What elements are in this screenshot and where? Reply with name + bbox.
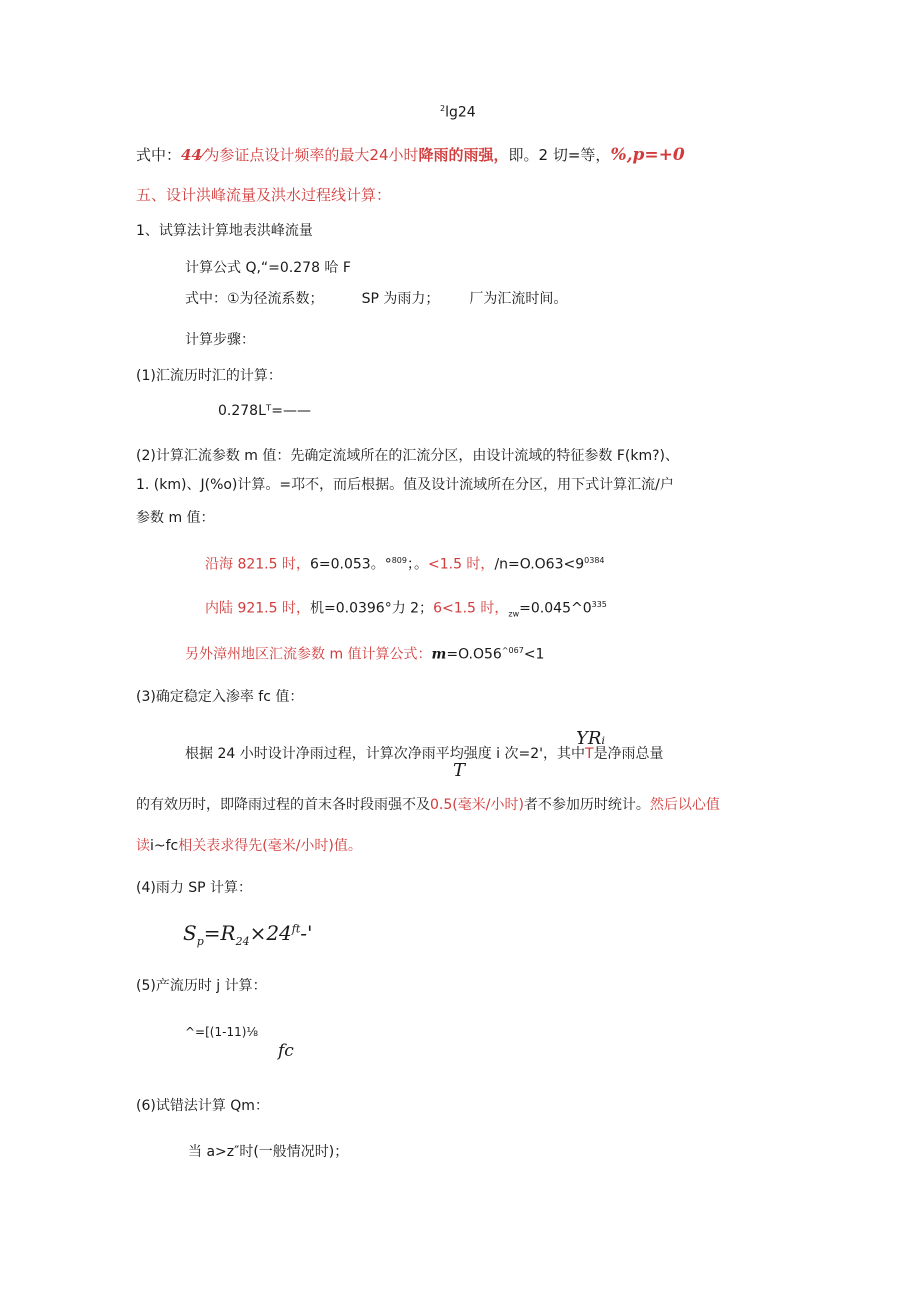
step-3: (3)确定稳定入渗率 fc 值： [136, 689, 304, 705]
sp-formula: $S_p=R_{24}\times 24^{ft}-'$ [183, 921, 313, 948]
inland-formula: 内陆 921.5 时，机=0.0396°力 2；6<1.5 时，$_{zw}=0.045\^{}0^{335}$ [205, 600, 607, 619]
net-rain-fraction-denominator: T [453, 760, 466, 781]
case-line: 当 a>z″时(一般情况时)； [188, 1144, 349, 1160]
step-2-line-3: 参数 m 值： [136, 510, 215, 526]
step-4: (4)雨力 SP 计算： [136, 880, 253, 896]
step-6: (6)试错法计算 Qm： [136, 1098, 269, 1114]
fc-label: fc [278, 1041, 294, 1061]
step-2-line-2: 1. (km)、J(%o)计算。=邛不，而后根据。值及设计流域所在分区，用下式计算汇流/户 [136, 477, 674, 493]
step-1: (1)汇流历时汇的计算： [136, 368, 282, 384]
formula-line: 计算公式 Q,“=0.278 哈 F [185, 260, 351, 276]
item-1-heading: 1、试算法计算地表洪峰流量 [136, 223, 313, 239]
formula-notes: 式中：①为径流系数； SP 为雨力； 厂为汇流时间。 [185, 291, 568, 307]
coastal-formula: 沿海 821.5 时，6=0.053。°$^{809}$；。<1.5 时，$/n=O.O63<9^{0384}$ [205, 556, 605, 573]
steps-title: 计算步骤： [185, 332, 255, 348]
step-2-line-1: (2)计算汇流参数 m 值：先确定流域所在的汇流分区，由设计流域的特征参数 F(km?)、 [136, 448, 679, 464]
step-1-formula: 0.278Lᵀ=—— [218, 403, 311, 419]
net-rain-fraction-numerator: YRᵢ [576, 728, 606, 749]
step-5-formula: ^=[(1-11)⅛ [185, 1025, 259, 1039]
section-5-heading: 五、设计洪峰流量及洪水过程线计算： [136, 186, 392, 204]
header-formula: $^2$lg24 [440, 104, 476, 121]
read-table-line: 读i~fc相关表求得先(毫米/小时)值。 [136, 838, 362, 854]
zhangzhou-formula: 另外漳州地区汇流参数 m 值计算公式：$m=O.O56^{\^{}067}<1$ [185, 646, 545, 663]
duration-line: 的有效历时，即降雨过程的首末各时段雨强不及0.5(毫米/小时)者不参加历时统计。然后以心值 [136, 797, 720, 813]
net-rain-line: 根据 24 小时设计净雨过程，计算次净雨平均强度 i 次=2'，其中T是净雨总量 [185, 746, 664, 762]
para-rain-intensity: 式中：44⁄为参证点设计频率的最大24小时降雨的雨强，即。2 切=等，%,p=+0 [136, 145, 685, 165]
step-5: (5)产流历时 j 计算： [136, 978, 267, 994]
